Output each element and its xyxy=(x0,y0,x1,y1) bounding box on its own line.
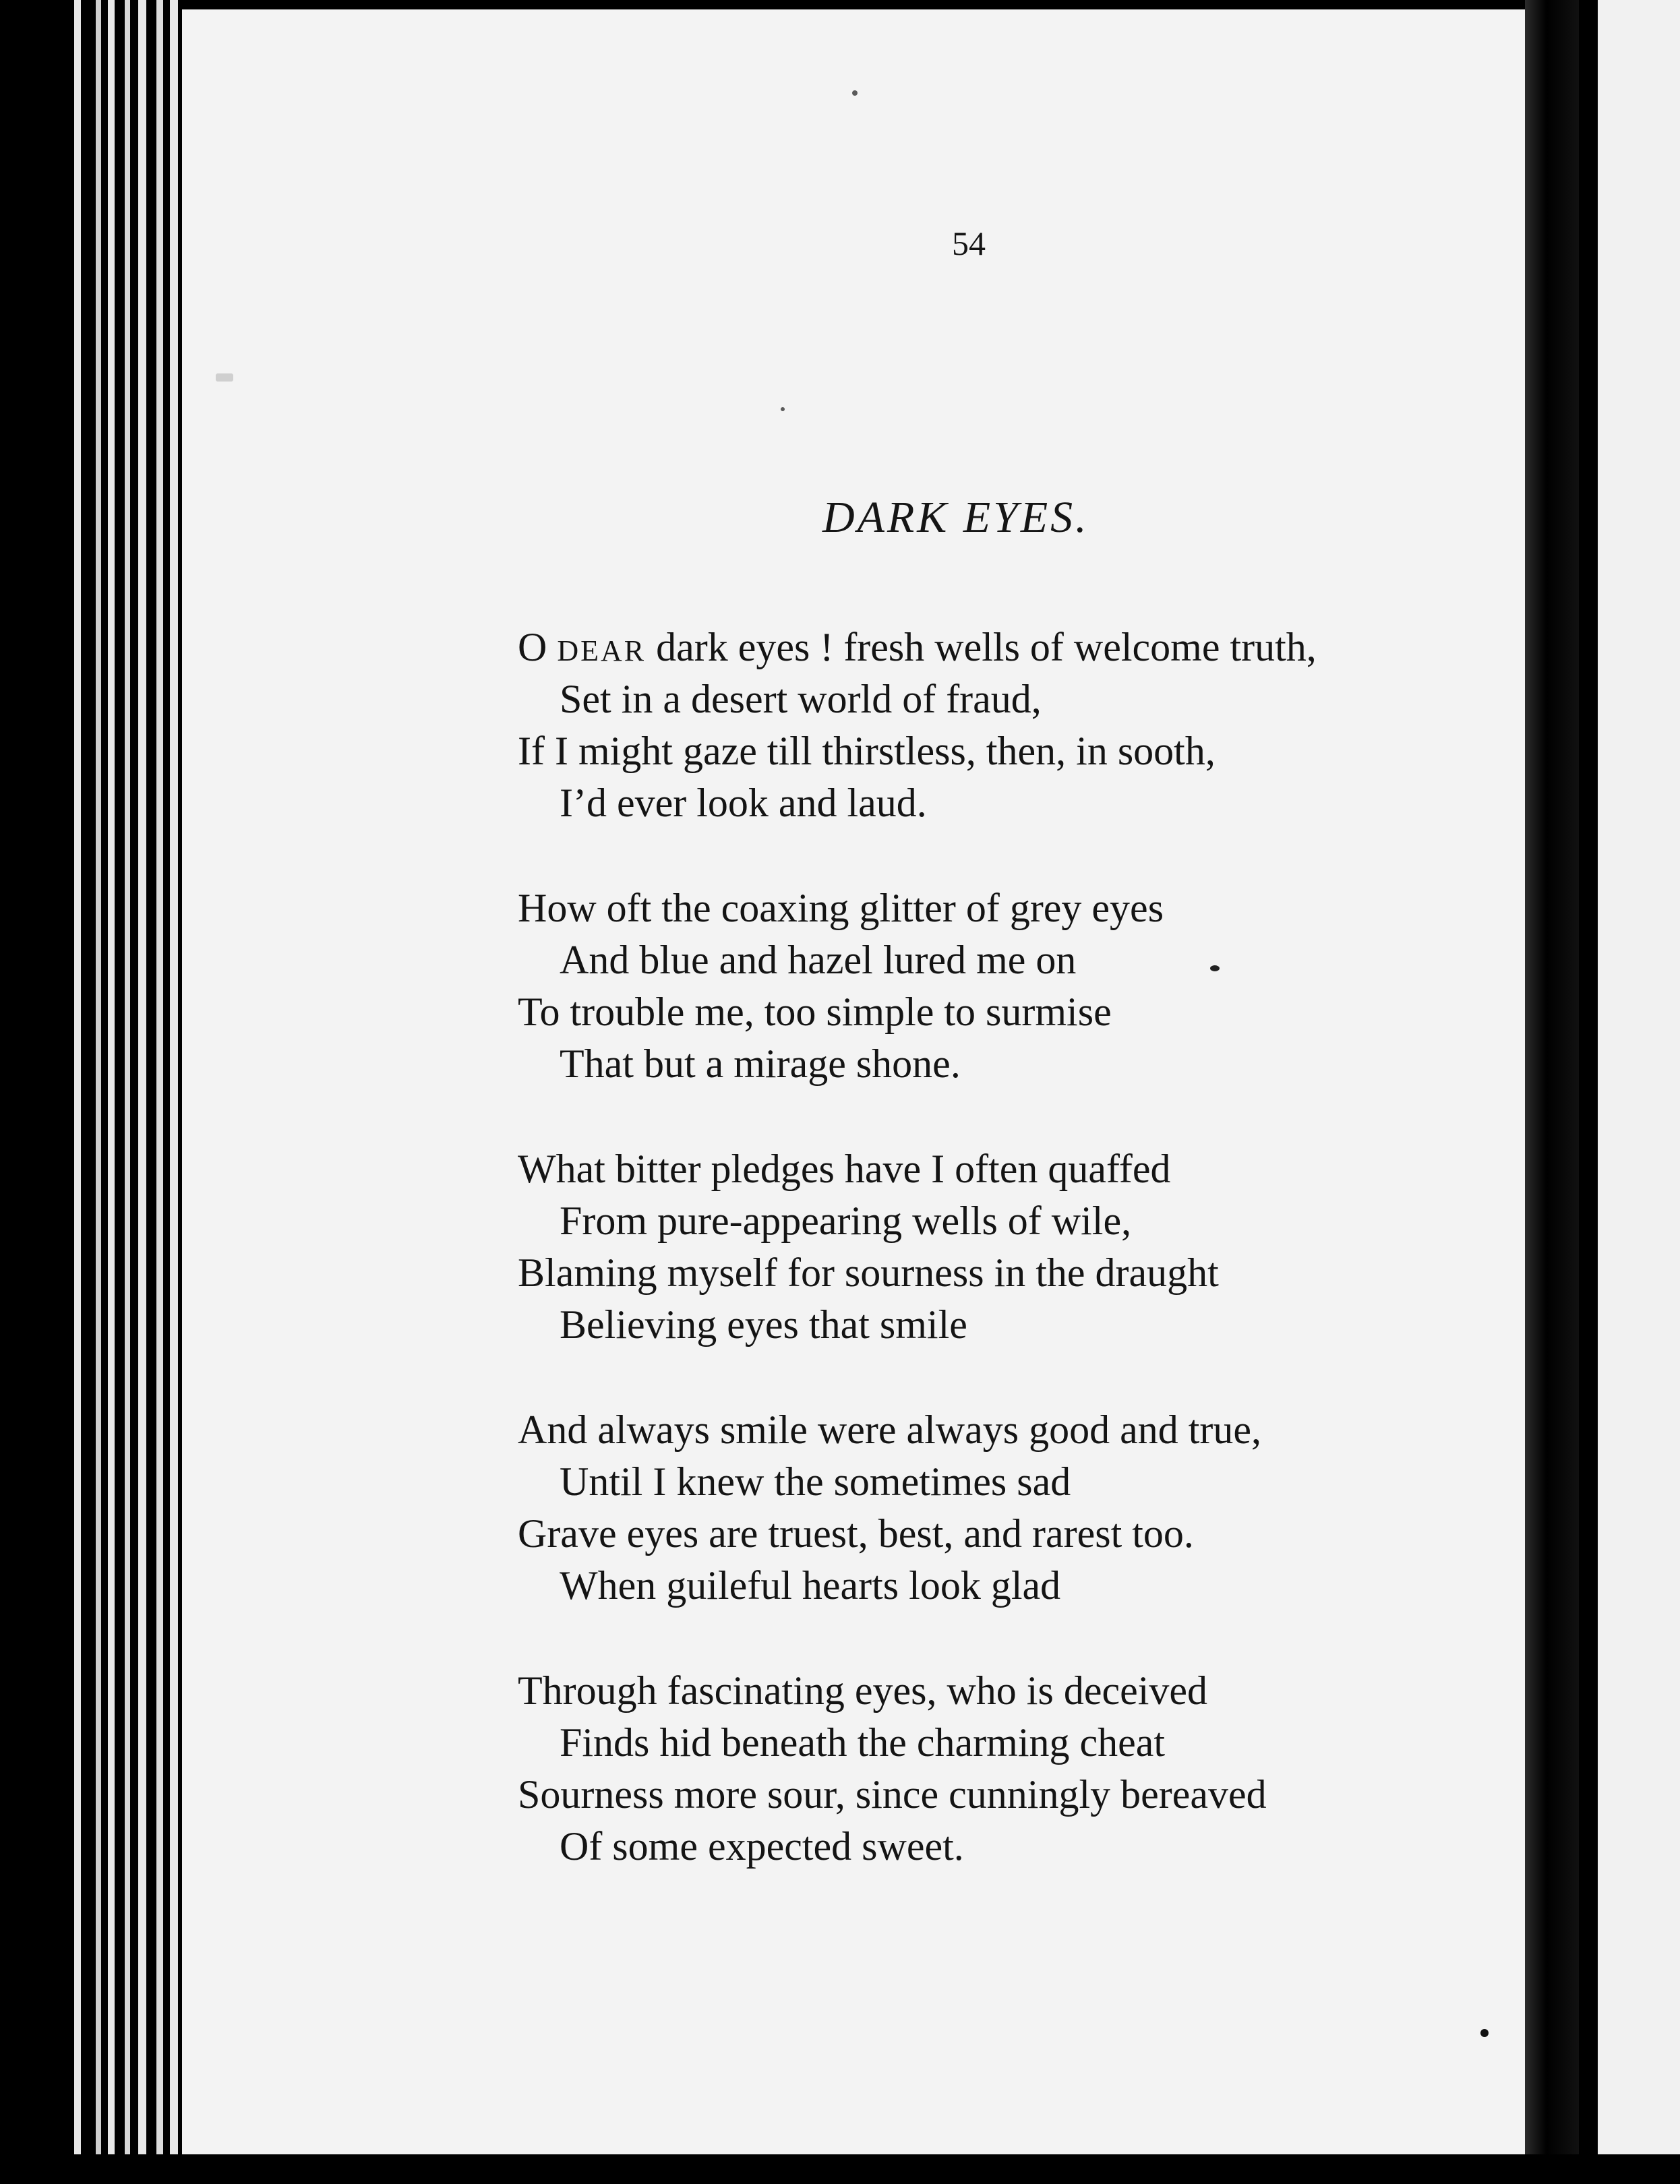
stanza xyxy=(518,1143,1475,1351)
poem-line: Until I knew the sometimes sad xyxy=(560,1459,1071,1504)
poem-line: Through fascinating eyes, who is deceived xyxy=(518,1668,1208,1713)
poem-line: Set in a desert world of fraud, xyxy=(560,677,1042,721)
poem-line: Of some expected sweet. xyxy=(560,1824,964,1869)
page-edge-line xyxy=(138,0,146,2184)
book-binding-gutter xyxy=(1525,0,1579,2184)
poem-line: How oft the coaxing glitter of grey eyes xyxy=(518,886,1164,930)
facing-page-edge xyxy=(1598,0,1680,2164)
page-number: 54 xyxy=(952,224,986,262)
scan-speck xyxy=(216,373,233,382)
stanza xyxy=(518,882,1475,1090)
poem-body xyxy=(518,621,1475,1926)
poem-line: That but a mirage shone. xyxy=(560,1041,961,1086)
stanza xyxy=(518,1665,1475,1873)
scan-speck xyxy=(781,407,785,411)
page-edge-line xyxy=(125,0,130,2184)
poem-line: What bitter pledges have I often quaffed xyxy=(518,1147,1171,1191)
poem-line xyxy=(518,621,1475,673)
poem-line: And blue and hazel lured me on xyxy=(560,938,1077,982)
poem-line: If I might gaze till thirstless, then, in sooth, xyxy=(518,729,1216,773)
poem-line: From pure-appearing wells of wile, xyxy=(560,1199,1132,1243)
stanza xyxy=(518,1404,1475,1612)
line-remainder: dark eyes ! fresh wells of welcome truth, xyxy=(646,625,1317,669)
poem-line: Finds hid beneath the charming cheat xyxy=(560,1720,1166,1765)
poem-line: Believing eyes that smile xyxy=(560,1302,967,1347)
poem-line: To trouble me, too simple to surmise xyxy=(518,990,1112,1034)
stanza xyxy=(518,621,1475,829)
poem-line: Blaming myself for sourness in the draught xyxy=(518,1250,1219,1295)
scan-bottom-border xyxy=(0,2154,1680,2184)
poem-line: Sourness more sour, since cunningly bereaved xyxy=(518,1772,1267,1817)
page-edge-line xyxy=(74,0,81,2184)
page-edge-line xyxy=(156,0,163,2184)
page-edge-line xyxy=(108,0,115,2184)
small-caps-word: DEAR xyxy=(557,634,647,667)
first-word: O xyxy=(518,625,547,669)
scan-speck xyxy=(852,90,858,96)
poem-line: I’d ever look and laud. xyxy=(560,781,927,825)
poem-line: When guileful hearts look glad xyxy=(560,1563,1061,1608)
scan-speck xyxy=(1480,2029,1489,2037)
poem-title: DARK EYES. xyxy=(822,493,1089,542)
stacked-page-edges xyxy=(0,0,202,2184)
page-edge-line xyxy=(170,0,178,2184)
poem-line: Grave eyes are truest, best, and rarest too. xyxy=(518,1511,1194,1556)
page-edge-line xyxy=(96,0,101,2184)
poem-line: And always smile were always good and true, xyxy=(518,1407,1262,1452)
